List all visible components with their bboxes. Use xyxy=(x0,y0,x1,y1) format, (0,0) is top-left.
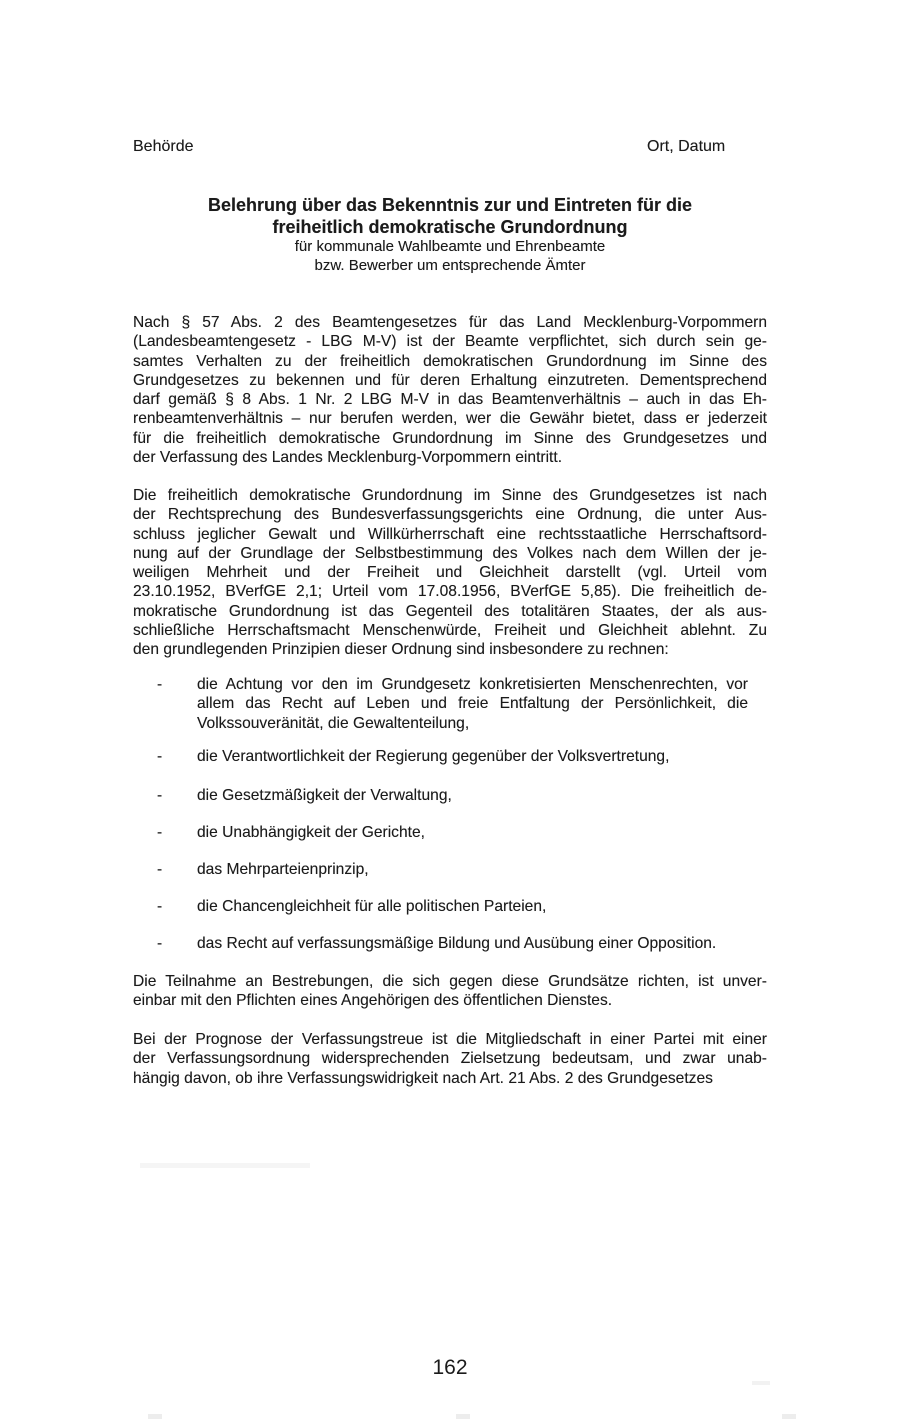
text-line: die Chancengleichheit für alle politischen Parteien, xyxy=(197,898,547,915)
bullet-dash: - xyxy=(157,935,163,952)
list-item-multiparty-principle xyxy=(133,860,767,879)
bullet-text xyxy=(197,747,748,766)
scan-mark xyxy=(456,1414,470,1419)
document-subtitle-line1: für kommunale Wahlbeamte und Ehrenbeamte xyxy=(294,238,606,255)
text-line: samtes Verhalten zu der freiheitlich demokratischen Grundordnung im Sinne des xyxy=(133,352,767,370)
list-item-human-rights xyxy=(133,675,767,733)
text-line: Die Teilnahme an Bestrebungen, die sich gegen diese Grundsätze richten, ist unver- xyxy=(133,973,767,990)
text-line: das Recht auf verfassungsmäßige Bildung und Ausübung einer Opposition. xyxy=(197,935,717,952)
bullet-dash: - xyxy=(157,824,163,841)
paragraph-fdgo-definition xyxy=(133,486,767,660)
bullet-text xyxy=(197,860,748,879)
text-line: hängig davon, ob ihre Verfassungswidrigkeit nach Art. 21 Abs. 2 des Grundgesetzes xyxy=(133,1069,713,1087)
paragraph-party-membership xyxy=(133,1030,767,1088)
text-line: Nach § 57 Abs. 2 des Beamtengesetzes für das Land Mecklenburg-Vorpommern xyxy=(133,314,767,331)
text-line: renbeamtenverhältnis – nur berufen werden, wer die Gewähr bietet, dass er jederzeit xyxy=(133,410,767,428)
bullet-dash: - xyxy=(157,898,163,915)
scan-mark xyxy=(782,1414,796,1419)
paragraph-legal-basis xyxy=(133,313,767,467)
text-line: einbar mit den Pflichten eines Angehörigen des öffentlichen Dienstes. xyxy=(133,992,613,1010)
text-line: nung auf der Grundlage der Selbstbestimmung des Volkes nach dem Willen der je- xyxy=(133,544,767,562)
document-title-line2: freiheitlich demokratische Grundordnung xyxy=(272,217,628,237)
list-item-lawful-administration xyxy=(133,786,767,805)
list-item-equal-opportunity-parties xyxy=(133,897,767,916)
text-line: die Verantwortlichkeit der Regierung gegenüber der Volksvertretung, xyxy=(197,748,670,765)
header-authority-label: Behörde xyxy=(133,138,194,155)
bullet-text xyxy=(197,675,748,733)
text-line: schließliche Herrschaftsmacht Menschenwürde, Freiheit und Gleichheit ablehnt. Zu xyxy=(133,622,767,640)
text-line: den grundlegenden Prinzipien dieser Ordnung sind insbesondere zu rechnen: xyxy=(133,641,669,659)
document-subtitle-line2: bzw. Bewerber um entsprechende Ämter xyxy=(314,256,586,274)
document-title-line1: Belehrung über das Bekenntnis zur und Eintreten für die xyxy=(207,195,693,215)
text-line: der Verfassungsordnung widersprechenden Zielsetzung bedeutsam, und zwar unab- xyxy=(133,1050,767,1068)
scan-mark xyxy=(752,1381,770,1385)
text-line: das Mehrparteienprinzip, xyxy=(197,861,369,878)
text-line: der Verfassung des Landes Mecklenburg-Vorpommern eintritt. xyxy=(133,449,563,467)
list-item-government-responsibility xyxy=(133,747,767,766)
header-place-date-label: Ort, Datum xyxy=(647,138,726,155)
text-line: weiligen Mehrheit und der Freiheit und Gleichheit darstellt (vgl. Urteil vom xyxy=(133,564,767,582)
text-line: der Rechtsprechung des Bundesverfassungsgerichts eine Ordnung, die unter Aus- xyxy=(133,506,767,524)
bullet-text xyxy=(197,823,748,842)
bullet-dash: - xyxy=(157,676,163,693)
bullet-dash: - xyxy=(157,787,163,804)
text-line: Die freiheitlich demokratische Grundordnung im Sinne des Grundgesetzes ist nach xyxy=(133,487,767,504)
text-line: 23.10.1952, BVerfGE 2,1; Urteil vom 17.08.1956, BVerfGE 5,85). Die freiheitlich de- xyxy=(133,583,767,601)
text-line: die Gesetzmäßigkeit der Verwaltung, xyxy=(197,787,452,804)
list-item-independent-courts xyxy=(133,823,767,842)
page-number: 162 xyxy=(432,1356,468,1379)
text-line: Grundgesetzes zu bekennen und für deren Erhaltung einzutreten. Dementsprechend xyxy=(133,371,767,389)
bullet-dash: - xyxy=(157,748,163,765)
scan-smudge xyxy=(140,1163,310,1168)
bullet-text xyxy=(197,934,748,953)
text-line: mokratische Grundordnung ist das Gegenteil des totalitären Staates, der als aus- xyxy=(133,602,767,620)
text-line: allem das Recht auf Leben und freie Entfaltung der Persönlichkeit, die xyxy=(197,695,748,713)
text-line: darf gemäß § 8 Abs. 1 Nr. 2 LBG M-V in das Beamtenverhältnis – auch in das Eh- xyxy=(133,391,767,409)
text-line: für die freiheitlich demokratische Grundordnung im Sinne des Grundgesetzes und xyxy=(133,429,767,447)
paragraph-incompatibility xyxy=(133,972,767,1011)
text-line: Volkssouveränität, die Gewaltenteilung, xyxy=(197,714,470,732)
scan-mark xyxy=(148,1414,162,1419)
bullet-dash: - xyxy=(157,861,163,878)
text-line: die Achtung vor den im Grundgesetz konkretisierten Menschenrechten, vor xyxy=(197,676,748,693)
text-line: (Landesbeamtengesetz - LBG M-V) ist der Beamte verpflichtet, sich durch sein ge- xyxy=(133,333,767,351)
list-item-opposition-right xyxy=(133,934,767,953)
title-block xyxy=(133,194,767,275)
text-line: Bei der Prognose der Verfassungstreue ist die Mitgliedschaft in einer Partei mit einer xyxy=(133,1031,767,1048)
bullet-text xyxy=(197,786,748,805)
text-line: die Unabhängigkeit der Gerichte, xyxy=(197,824,425,841)
bullet-text xyxy=(197,897,748,916)
text-line: schluss jeglicher Gewalt und Willkürherrschaft eine rechtsstaatliche Herrschaftsord- xyxy=(133,525,767,543)
